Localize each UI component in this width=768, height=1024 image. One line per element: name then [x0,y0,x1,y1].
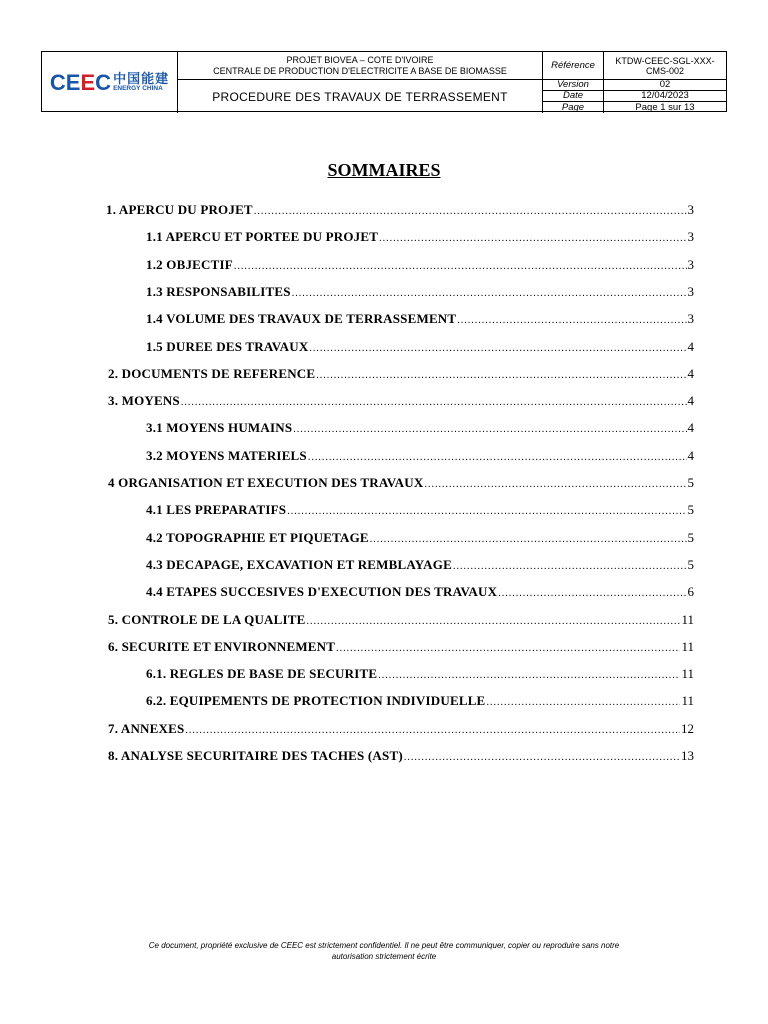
toc-entry-page: 3 [687,311,694,327]
reference-label: Référence [543,52,603,80]
date-value: 12/04/2023 [604,91,726,102]
toc-entry-page: 3 [687,202,694,217]
toc-entry[interactable] [146,666,694,682]
logo-cell [42,52,178,113]
page-label: Page [561,101,585,113]
toc-entry[interactable] [146,530,694,546]
toc-entry-label: 8. ANALYSE SECURITAIRE DES TACHES (AST) [108,748,403,763]
confidentiality-footer [100,940,668,962]
toc-entry-label: 6.1. REGLES DE BASE DE SECURITE [146,666,378,682]
toc-entry-page: 13 [681,748,694,763]
toc-entry[interactable] [146,502,694,518]
toc-leader-dots [234,261,687,272]
toc-entry-page: 3 [687,229,694,245]
logo-text [113,72,169,93]
toc-entry-label: 1.2 OBJECTIF [146,256,233,272]
toc-entry[interactable] [146,693,694,709]
toc-entry-page: 5 [687,529,694,545]
logo-mark-letter: C [49,69,65,95]
toc-entry[interactable] [108,721,694,737]
toc-leader-dots [309,343,686,354]
page-value: Page 1 sur 13 [635,101,695,113]
toc-leader-dots [378,670,680,681]
document-header [41,51,727,112]
toc-leader-dots [379,233,686,244]
toc-entry[interactable] [108,748,694,764]
toc-leader-dots [404,752,680,763]
toc-entry-page: 4 [687,447,694,463]
toc-entry-label: 4.4 ETAPES SUCCESIVES D'EXECUTION DES TRAVAUX [146,584,498,600]
toc-leader-dots [424,479,686,490]
toc-entry[interactable] [108,366,694,382]
toc-entry[interactable] [108,475,694,491]
toc-entry-label: 2. DOCUMENTS DE REFERENCE [108,365,316,381]
toc-entry-page: 3 [687,256,694,272]
toc-entry-label: 6. SECURITE ET ENVIRONNEMENT [108,638,336,654]
version-value: 02 [604,80,726,91]
toc-entry-label: 4.2 TOPOGRAPHIE ET PIQUETAGE [146,529,369,545]
toc-entry-label: 3.1 MOYENS HUMAINS [146,420,293,436]
toc-entry[interactable] [106,202,694,218]
toc-leader-dots [292,288,687,299]
toc-leader-dots [336,643,680,654]
logo-chinese: 中国能建 [113,71,170,87]
toc-entry-page: 11 [681,638,694,654]
logo-mark-letter: C [95,69,111,95]
toc-entry-page: 11 [681,611,694,627]
toc-entry-label: 1.5 DUREE DES TRAVAUX [146,338,309,354]
toc-leader-dots [287,506,686,517]
date-label: Date [543,91,603,102]
project-name [178,52,542,80]
toc-entry[interactable] [108,612,694,628]
toc-entry[interactable] [146,420,694,436]
toc-entry-page: 11 [681,693,694,709]
toc-entry-label: 1.1 APERCU ET PORTEE DU PROJET [146,229,379,245]
toc-entry-page: 5 [687,556,694,572]
toc-leader-dots [316,370,686,381]
title-cell [178,52,543,113]
toc-leader-dots [486,697,680,708]
ceec-logo [49,69,170,95]
toc-entry-label: 3.2 MOYENS MATERIELS [146,447,307,463]
toc-entry-page: 4 [687,338,694,354]
procedure-title: PROCEDURE DES TRAVAUX DE TERRASSEMENT [212,89,508,104]
project-line-1: PROJET BIOVEA – COTE D'IVOIRE [286,54,434,65]
reference-value: KTDW-CEEC-SGL-XXX-CMS-002 [604,52,726,80]
header-labels [543,52,604,113]
logo-mark-letter: E [80,69,95,95]
toc-entry-label: 6.2. EQUIPEMENTS DE PROTECTION INDIVIDUELLE [146,693,486,709]
toc-leader-dots [453,561,687,572]
toc-entry-page: 11 [681,666,694,682]
toc-entry-page: 4 [687,365,694,381]
project-line-2: CENTRALE DE PRODUCTION D'ELECTRICITE A BASE DE BIOMASSE [213,65,507,76]
toc-entry-label: 7. ANNEXES [108,720,185,736]
toc-leader-dots [185,725,680,736]
footer-line-2: autorisation strictement écrite [331,952,437,961]
toc-entry-label: 5. CONTROLE DE LA QUALITE [108,611,306,627]
version-label: Version [543,80,603,91]
page-title: SOMMAIRES [327,160,441,180]
toc-entry-label: 1.3 RESPONSABILITES [146,283,291,299]
toc-leader-dots [181,397,687,408]
header-values [604,52,726,113]
toc-leader-dots [498,588,686,599]
toc-entry-page: 5 [687,502,694,518]
footer-line-1: Ce document, propriété exclusive de CEEC est strictement confidentiel. Il ne peut être communiquer, copier ou reproduire sans notre [148,941,620,950]
toc-entry[interactable] [146,584,694,600]
toc-leader-dots [293,424,686,435]
toc-entry[interactable] [146,339,694,355]
toc-entry[interactable] [108,393,694,409]
toc-entry-page: 4 [687,420,694,436]
toc-entry-page: 6 [687,584,694,600]
toc-entry[interactable] [146,311,694,327]
logo-mark [49,69,111,95]
toc-leader-dots [307,616,681,627]
toc-leader-dots [254,206,687,217]
toc-entry-label: 1.4 VOLUME DES TRAVAUX DE TERRASSEMENT [146,311,457,327]
toc-entry-page: 12 [681,720,694,736]
toc-entry-page: 4 [687,393,694,409]
toc-leader-dots [370,534,687,545]
toc-entry[interactable] [146,557,694,573]
logo-english: ENERGY CHINA [113,85,163,93]
toc-entry-page: 3 [687,283,694,299]
toc-entry-label: 4 ORGANISATION ET EXECUTION DES TRAVAUX [108,475,424,490]
toc-entry[interactable] [146,284,694,300]
logo-mark-letter: E [65,69,80,95]
toc-entry[interactable] [146,229,694,245]
toc-entry[interactable] [146,448,694,464]
toc-entry-label: 4.1 LES PREPARATIFS [146,502,287,518]
toc-entry-label: 3. MOYENS [108,393,180,409]
toc-entry[interactable] [146,257,694,273]
toc-entry-label: 4.3 DECAPAGE, EXCAVATION ET REMBLAYAGE [146,556,452,572]
toc-entry-label: 1. APERCU DU PROJET [106,202,253,217]
toc-leader-dots [457,315,686,326]
toc-entry-page: 5 [687,475,694,490]
toc-leader-dots [308,452,687,463]
toc-entry[interactable] [108,639,694,655]
